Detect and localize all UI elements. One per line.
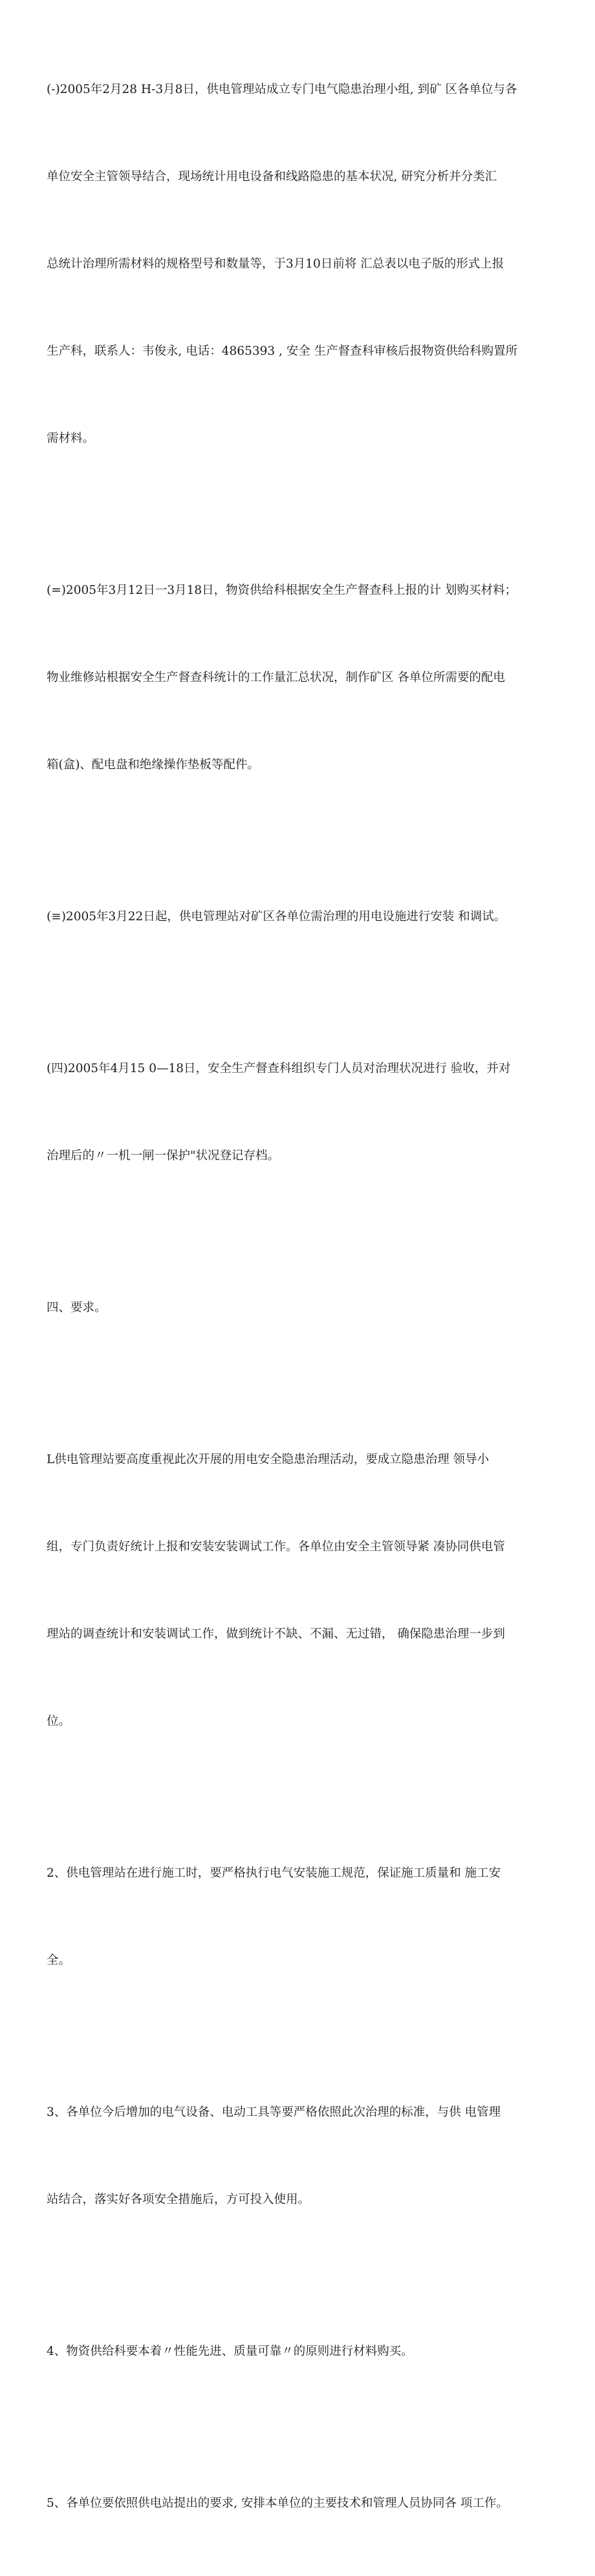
text-line: 3、各单位今后增加的电气设备、电动工具等要严格依照此次治理的标准，与供 电管理 bbox=[47, 2106, 501, 2119]
text-line: (-)2005年2月28 H-3月8日，供电管理站成立专门电气隐患治理小组, 到矿 区各单位与各 bbox=[47, 83, 517, 96]
paragraph-schedule-3 bbox=[47, 844, 552, 989]
section-heading-requirements bbox=[47, 1235, 552, 1380]
paragraph-requirement-5 bbox=[47, 2431, 552, 2576]
paragraph-schedule-2 bbox=[47, 518, 552, 838]
paragraph-schedule-1 bbox=[47, 17, 552, 511]
text-line: 单位安全主管领导结合，现场统计用电设备和线路隐患的基本状况, 研究分析并分类汇 bbox=[47, 170, 497, 184]
text-line: 四、要求。 bbox=[47, 1301, 107, 1314]
text-line: 全。 bbox=[47, 1954, 71, 1967]
text-line: 位。 bbox=[47, 1715, 71, 1728]
text-line: 需材料。 bbox=[47, 432, 95, 445]
text-line: L供电管理站要高度重视此次开展的用电安全隐患治理活动，要成立隐患治理 领导小 bbox=[47, 1453, 490, 1466]
text-line: 箱(盒)、配电盘和绝缘操作垫板等配件。 bbox=[47, 758, 259, 772]
paragraph-requirement-2 bbox=[47, 1800, 552, 2033]
text-line: 2、供电管理站在进行施工时，要严格执行电气安装施工规范，保证施工质量和 施工安 bbox=[47, 1866, 501, 1880]
text-line: 4、物资供给科要本着〃性能先进、质量可靠〃的原则进行材料购买。 bbox=[47, 2345, 413, 2358]
text-line: 理站的调查统计和安装调试工作，做到统计不缺、不漏、无过错， 确保隐患治理一步到 bbox=[47, 1627, 505, 1641]
text-line: 5、各单位要依照供电站提出的要求, 安排本单位的主要技术和管理人员协同各 项工作。 bbox=[47, 2497, 508, 2510]
text-line: 治理后的〃一机一闸一保护"状况登记存档。 bbox=[47, 1149, 280, 1163]
paragraph-requirement-1 bbox=[47, 1387, 552, 1794]
text-line: 生产科，联系人：韦俊永, 电话：4865393 , 安全 生产督查科审核后报物资供给科购置所 bbox=[47, 344, 518, 358]
paragraph-requirement-4 bbox=[47, 2279, 552, 2424]
text-line: 站结合，落实好各项安全措施后，方可投入使用。 bbox=[47, 2193, 310, 2206]
text-line: 总统计治理所需材料的规格型号和数量等，于3月10日前将 汇总表以电子版的形式上报 bbox=[47, 257, 504, 271]
paragraph-requirement-3 bbox=[47, 2040, 552, 2272]
text-line: 组，专门负责好统计上报和安装安装调试工作。各单位由安全主管领导紧 凑协同供电管 bbox=[47, 1540, 505, 1554]
text-line: (四)2005年4月15 0—18日，安全生产督查科组织专门人员对治理状况进行 验收，并对 bbox=[47, 1062, 511, 1075]
text-line: (≡)2005年3月22日起，供电管理站对矿区各单位需治理的用电设施进行安装 和调试。 bbox=[47, 910, 506, 924]
text-line: (=)2005年3月12日一3月18日，物资供给科根据安全生产督查科上报的计 划购买材料； bbox=[47, 584, 517, 597]
text-line: 物业维修站根据安全生产督查科统计的工作量汇总状况，制作矿区 各单位所需要的配电 bbox=[47, 671, 505, 684]
paragraph-schedule-4 bbox=[47, 996, 552, 1229]
